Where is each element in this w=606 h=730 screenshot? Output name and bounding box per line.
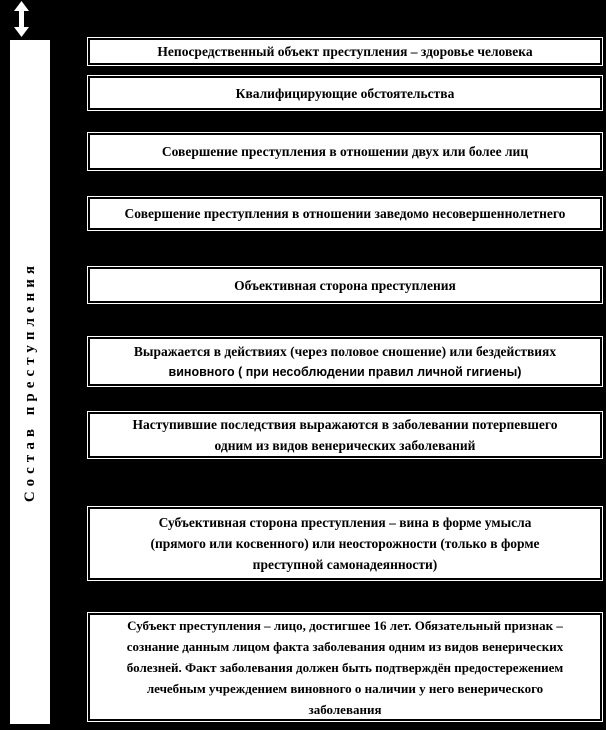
crime-composition-sidebar bbox=[10, 40, 50, 724]
box-text-line: Непосредственный объект преступления – здоровье человека bbox=[157, 44, 533, 59]
box-objective-side bbox=[88, 267, 602, 303]
box-text-line: лечебным учреждением виновного о наличии у него венерического bbox=[146, 680, 544, 696]
box-known-minor-victim bbox=[88, 197, 602, 230]
box-text-line: Совершение преступления в отношении двух или более лиц bbox=[161, 144, 529, 159]
sidebar-vertical-label: Состав преступления bbox=[21, 261, 38, 503]
box-immediate-object bbox=[88, 38, 602, 65]
box-text-line: сознание данным лицом факта заболевания одним из видов венерических bbox=[126, 638, 564, 654]
box-text-line: Объективная сторона преступления bbox=[234, 277, 456, 293]
box-text-line: заболевания bbox=[308, 701, 382, 717]
box-text-line: Квалифицирующие обстоятельства bbox=[235, 85, 455, 101]
box-text-line: преступной самонадеянности) bbox=[252, 557, 438, 572]
box-text-line: одним из видов венерических заболеваний bbox=[214, 438, 476, 453]
box-text-line: Субъект преступления – лицо, достигшее 16 лет. Обязательный признак – bbox=[127, 617, 563, 633]
double-vertical-arrow-icon bbox=[11, 1, 32, 37]
box-consequences bbox=[88, 412, 602, 458]
box-actions-or-omissions bbox=[88, 337, 602, 386]
box-two-or-more-victims bbox=[88, 133, 602, 170]
box-text-line: виновного ( при несоблюдении правил личной гигиены) bbox=[168, 364, 522, 379]
box-qualifying-circumstances bbox=[88, 76, 602, 110]
box-text-line: (прямого или косвенного) или неосторожности (только в форме bbox=[150, 536, 540, 551]
box-text-line: Субъективная сторона преступления – вина в форме умысла bbox=[158, 515, 532, 530]
box-text-line: Наступившие последствия выражаются в заболевании потерпевшего bbox=[132, 417, 558, 432]
box-text-line: Выражается в действиях (через половое сношение) или бездействиях bbox=[133, 343, 557, 359]
box-subjective-side bbox=[88, 507, 602, 580]
box-subject-of-crime bbox=[88, 613, 602, 721]
box-text-line: болезней. Факт заболевания должен быть подтверждён предостережением bbox=[126, 659, 564, 675]
box-text-line: Совершение преступления в отношении заведомо несовершеннолетнего bbox=[124, 206, 566, 221]
